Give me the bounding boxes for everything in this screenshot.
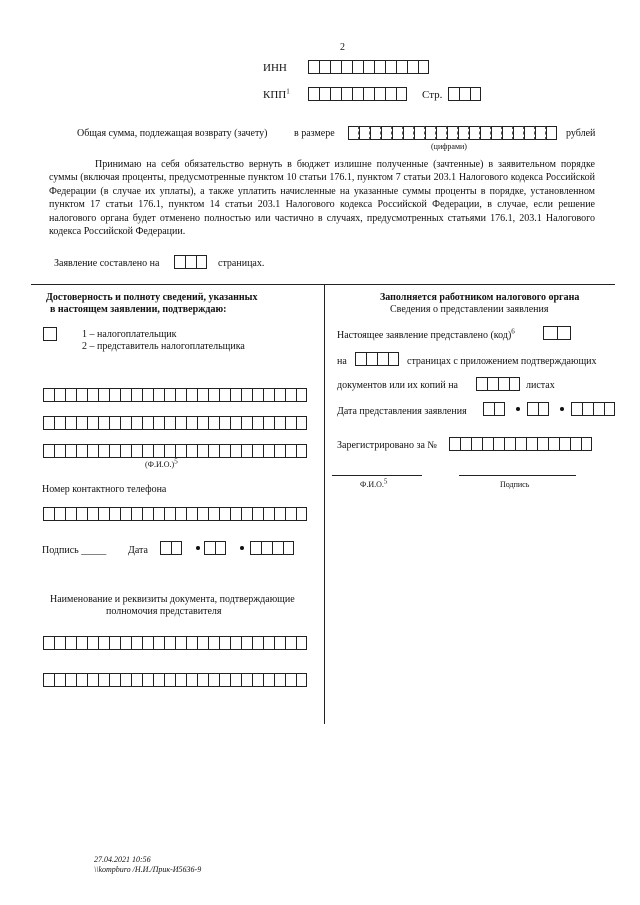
date-separator-icon (516, 407, 520, 411)
date-label: Дата (128, 545, 148, 556)
submission-day-cells[interactable] (483, 402, 505, 416)
footer-reference: \\kompburo /Н.И./Прик-И5636-9 (94, 865, 202, 874)
amount-label: Общая сумма, подлежащая возврату (зачету) (77, 128, 268, 139)
inn-label: ИНН (263, 62, 287, 74)
signature-line[interactable] (42, 545, 106, 557)
date-day-cells[interactable] (160, 541, 182, 555)
page-label: Стр. (422, 89, 443, 101)
submitted-label-text: Настоящее заявление представлено (код) (337, 330, 512, 341)
obligation-paragraph: Принимаю на себя обязательство вернуть в бюджет излишне полученные (зачтенные) в заявительном порядке суммы (включая проценты, предусмотренные пунктом 10 статьи 176.1, пунктом 7 статьи 203.1 Налогового кодекса Российской Федерации (в случае их уплаты), а также уплатить начисленные на указанные суммы проценты в порядке, установленном пунктом 17 статьи 176.1, пунктом 14 статьи 203.1 Налогового кодекса Российской Федерации, в случае, если решение налогового органа будет отменено полностью или частично в случаях, предусмотренных статьями 176.1, 203.1 Налогового кодекса Российской Федерации. (49, 159, 595, 238)
signer-type-cell[interactable] (43, 327, 57, 341)
date-month-cells[interactable] (204, 541, 226, 555)
submitted-pages-cells[interactable] (355, 352, 399, 366)
right-title-line1: Заполняется работником налогового органа (380, 292, 580, 303)
phone-cells[interactable] (43, 507, 307, 521)
footer-datetime: 27.04.2021 10:56 (94, 855, 151, 864)
right-fio-footnote: 5 (383, 477, 388, 486)
submission-code-cells[interactable] (543, 326, 571, 340)
date-separator-icon (196, 546, 200, 550)
fio-cells-line1[interactable] (43, 388, 307, 402)
page-number: 2 (340, 42, 345, 53)
amount-size-label: в размере (294, 128, 335, 139)
submission-month-cells[interactable] (527, 402, 549, 416)
right-signature-label: Подпись (500, 480, 530, 489)
option-taxpayer: 1 – налогоплательщик (82, 329, 177, 340)
sheets-cells[interactable] (476, 377, 520, 391)
doc-title-line2: полномочия представителя (106, 606, 222, 617)
date-year-cells[interactable] (250, 541, 294, 555)
registered-label: Зарегистрировано за № (337, 440, 437, 451)
total-pages-cells[interactable] (174, 255, 207, 269)
fio-cells-line2[interactable] (43, 416, 307, 430)
inn-cells[interactable] (308, 60, 429, 74)
fio-label (145, 457, 178, 470)
section-divider (31, 284, 615, 285)
submission-year-cells[interactable] (571, 402, 615, 416)
fio-label-text: (Ф.И.О.) (145, 460, 175, 469)
submission-date-label: Дата представления заявления (337, 406, 467, 417)
kpp-label (263, 89, 290, 101)
kpp-cells[interactable] (308, 87, 407, 101)
phone-label: Номер контактного телефона (42, 484, 167, 495)
signature-blank[interactable]: _____ (81, 545, 107, 556)
doc-title-line1: Наименование и реквизиты документа, подтверждающие (50, 594, 295, 605)
amount-unit: рублей (566, 128, 596, 139)
date-separator-icon (240, 546, 244, 550)
left-title-line2: в настоящем заявлении, подтверждаю: (50, 304, 227, 315)
pages-prefix: Заявление составлено на (54, 258, 160, 269)
sheets-label: листах (526, 380, 555, 391)
doc-cells-line2[interactable] (43, 673, 307, 687)
left-title-line1: Достоверность и полноту сведений, указанных (46, 292, 258, 303)
docs-label: документов или их копий на (337, 380, 458, 391)
doc-cells-line1[interactable] (43, 636, 307, 650)
signature-label: Подпись (42, 545, 79, 556)
right-fio-label (360, 477, 388, 490)
date-separator-icon (560, 407, 564, 411)
amount-cells[interactable] (348, 126, 557, 140)
fio-signature-line[interactable] (332, 475, 422, 476)
submitted-label (337, 327, 515, 342)
pages-with-label: страницах с приложением подтверждающих (407, 356, 597, 367)
fio-cells-line3[interactable] (43, 444, 307, 458)
amount-digits-note: (цифрами) (431, 142, 467, 151)
right-fio-label-text: Ф.И.О. (360, 480, 384, 489)
option-representative: 2 – представитель налогоплательщика (82, 341, 245, 352)
right-title-line2: Сведения о представлении заявления (390, 304, 549, 315)
signature-line-right[interactable] (459, 475, 576, 476)
kpp-footnote: 1 (286, 87, 290, 96)
fio-footnote: 5 (174, 457, 178, 466)
page-cells[interactable] (448, 87, 481, 101)
submitted-footnote: 6 (511, 327, 515, 336)
on-label: на (337, 356, 347, 367)
pages-suffix: страницах. (218, 258, 265, 269)
kpp-label-text: КПП (263, 89, 287, 101)
column-divider (324, 284, 325, 724)
registration-number-cells[interactable] (449, 437, 592, 451)
